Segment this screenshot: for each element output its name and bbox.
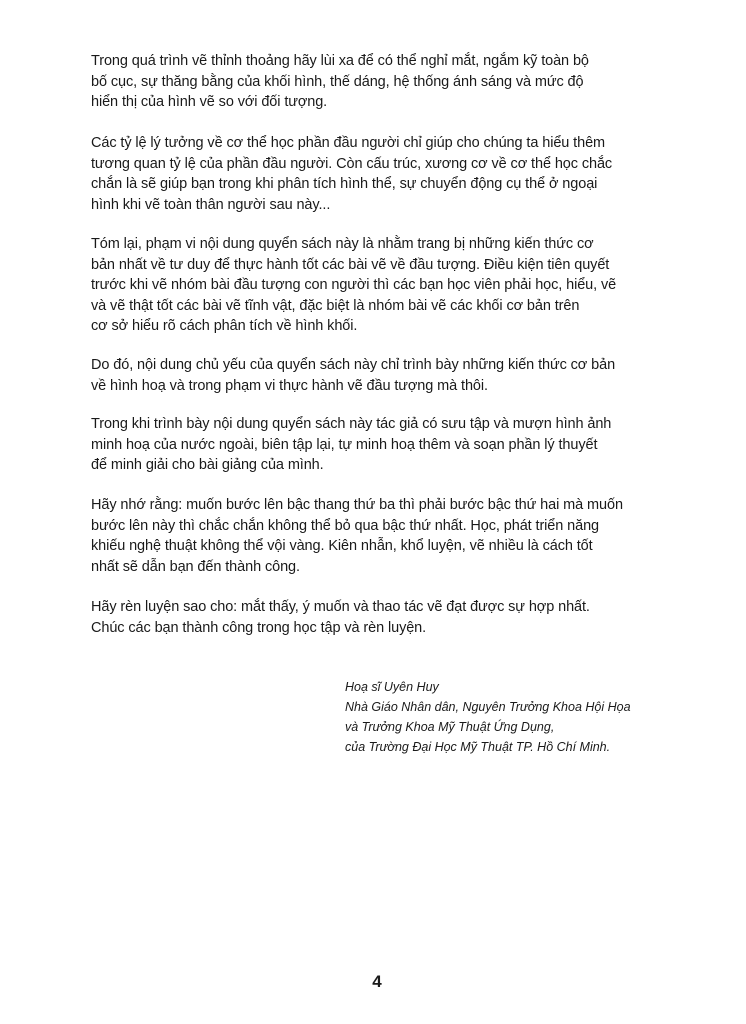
text-line: hình khi vẽ toàn thân người sau này... <box>91 196 331 213</box>
author-signature <box>345 677 725 757</box>
paragraph-4 <box>91 355 666 396</box>
text-line: hiển thị của hình vẽ so với đối tượng. <box>91 94 328 110</box>
paragraph-3 <box>91 234 666 337</box>
text-line: để minh giải cho bài giảng của mình. <box>91 457 324 473</box>
text-line: về hình hoạ và trong phạm vi thực hành vẽ đầu tượng mà thôi. <box>91 377 488 394</box>
text-line: Tóm lại, phạm vi nội dung quyển sách này là nhằm trang bị những kiến thức cơ <box>91 236 594 252</box>
text-line: trước khi vẽ nhóm bài đầu tượng con người thì các bạn học viên phải học, hiểu, vẽ <box>91 277 617 293</box>
author-title: và Trưởng Khoa Mỹ Thuật Ứng Dụng, <box>345 720 555 734</box>
text-line: cơ sở hiểu rõ cách phân tích về hình khối. <box>91 318 358 334</box>
paragraph-1 <box>91 51 666 113</box>
text-line: Hãy rèn luyện sao cho: mắt thấy, ý muốn và thao tác vẽ đạt được sự hợp nhất. <box>91 599 590 615</box>
text-line: và vẽ thật tốt các bài vẽ tĩnh vật, đặc biệt là nhóm bài vẽ các khối cơ bản trên <box>91 297 580 314</box>
author-name: Hoạ sĩ Uyên Huy <box>345 680 439 694</box>
text-line: bước lên này thì chắc chắn không thể bỏ qua bậc thứ nhất. Học, phát triển năng <box>91 517 600 534</box>
author-institution: của Trường Đại Học Mỹ Thuật TP. Hồ Chí Minh. <box>345 740 611 754</box>
text-line: nhất sẽ dẫn bạn đến thành công. <box>91 558 300 575</box>
text-line: Chúc các bạn thành công trong học tập và rèn luyện. <box>91 619 427 636</box>
paragraph-5 <box>91 414 666 476</box>
text-line: Do đó, nội dung chủ yếu của quyển sách này chỉ trình bày những kiến thức cơ bản <box>91 357 616 373</box>
text-line: minh hoạ của nước ngoài, biên tập lại, tự minh hoạ thêm và soạn phần lý thuyết <box>91 436 598 453</box>
text-line: Hãy nhớ rằng: muốn bước lên bậc thang thứ ba thì phải bước bậc thứ hai mà muốn <box>91 497 623 513</box>
text-line: Các tỷ lệ lý tưởng về cơ thể học phần đầu người chỉ giúp cho chúng ta hiểu thêm <box>91 135 606 151</box>
text-line: bản nhất về tư duy để thực hành tốt các bài vẽ về đầu tượng. Điều kiện tiên quyết <box>91 256 610 273</box>
paragraph-6 <box>91 495 666 577</box>
page-number: 4 <box>372 972 382 991</box>
author-title: Nhà Giáo Nhân dân, Nguyên Trưởng Khoa Hội Họa <box>345 700 631 714</box>
paragraph-2 <box>91 133 666 215</box>
text-line: Trong quá trình vẽ thỉnh thoảng hãy lùi xa để có thể nghỉ mắt, ngắm kỹ toàn bộ <box>91 53 589 69</box>
text-line: chắn là sẽ giúp bạn trong khi phân tích hình thể, sự chuyển động cụ thể ở ngoại <box>91 176 598 192</box>
paragraph-7 <box>91 597 666 638</box>
text-line: khiếu nghệ thuật không thể vội vàng. Kiên nhẫn, khổ luyện, vẽ nhiều là cách tốt <box>91 538 593 554</box>
text-line: Trong khi trình bày nội dung quyển sách này tác giả có sưu tập và mượn hình ảnh <box>91 416 612 432</box>
text-line: bố cục, sự thăng bằng của khối hình, thế dáng, hệ thống ánh sáng và mức độ <box>91 73 584 90</box>
text-line: tương quan tỷ lệ của phần đầu người. Còn cấu trúc, xương cơ về cơ thể học chắc <box>91 155 613 172</box>
